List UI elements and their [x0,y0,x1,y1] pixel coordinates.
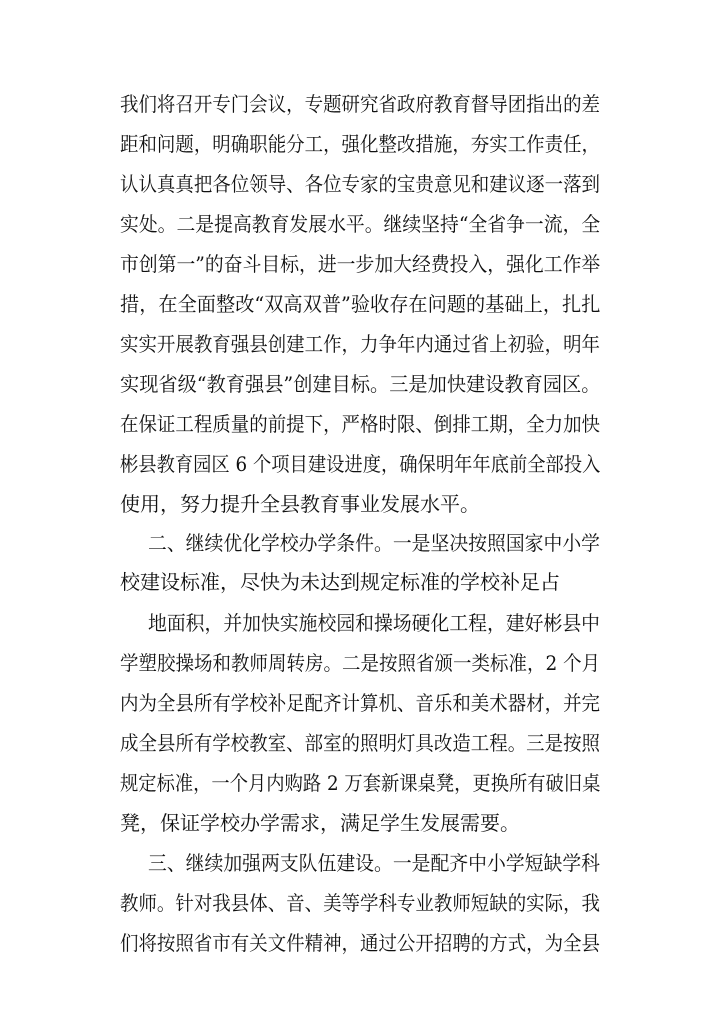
body-line-text: 成全县所有学校教室、部室的照明灯具改造工程。三是按照 [120,731,601,755]
body-line-text: 在保证工程质量的前提下，严格时限、倒排工期，全力加快 [120,412,601,436]
body-line-text: 距和问题，明确职能分工，强化整改措施，夯实工作责任， [120,132,601,156]
body-line [0,164,720,204]
body-line [0,843,720,883]
body-line [0,124,720,164]
body-line [0,883,720,923]
body-line-text: 们将按照省市有关文件精神，通过公开招聘的方式，为全县 [120,931,601,955]
body-line [0,244,720,284]
body-line-text: 地面积，并加快实施校园和操场硬化工程，建好彬县中 [148,611,601,635]
body-line [0,324,720,364]
body-line [0,284,720,324]
body-line [0,643,720,683]
body-line-text: 校建设标准，尽快为未达到规定标准的学校补足占 [120,570,560,594]
body-line [0,484,720,524]
body-line [0,444,720,484]
body-line [0,364,720,404]
body-line [0,523,720,563]
body-line [0,562,720,602]
body-line-text: 三、继续加强两支队伍建设。一是配齐中小学短缺学科 [148,851,601,875]
body-line-text: 实现省级“教育强县”创建目标。三是加快建设教育园区。 [120,372,601,396]
body-line-text: 使用，努力提升全县教育事业发展水平。 [120,492,480,516]
body-line [0,84,720,124]
body-line [0,404,720,444]
body-line [0,204,720,244]
body-line-text: 彬县教育园区 6 个项目建设进度，确保明年年底前全部投入 [120,452,601,476]
body-line [0,923,720,963]
body-line-text: 凳，保证学校办学需求，满足学生发展需要。 [120,811,520,835]
body-line-text: 我们将召开专门会议，专题研究省政府教育督导团指出的差 [120,92,601,116]
body-line [0,803,720,843]
body-line-text: 二、继续优化学校办学条件。一是坚决按照国家中小学 [148,531,601,555]
body-line-text: 学塑胶操场和教师周转房。二是按照省颁一类标准，2 个月 [120,651,601,675]
body-line [0,723,720,763]
body-line-text: 市创第一”的奋斗目标，进一步加大经费投入，强化工作举 [120,252,601,276]
body-line-text: 实实开展教育强县创建工作，力争年内通过省上初验，明年 [120,332,601,356]
body-line-text: 措，在全面整改“双高双普”验收存在问题的基础上，扎扎 [120,292,601,316]
body-line [0,603,720,643]
body-line [0,763,720,803]
body-line-text: 内为全县所有学校补足配齐计算机、音乐和美术器材，并完 [120,691,601,715]
body-line-text: 实处。二是提高教育发展水平。继续坚持“全省争一流，全 [120,212,601,236]
body-line-text: 认认真真把各位领导、各位专家的宝贵意见和建议逐一落到 [120,172,601,196]
body-line [0,683,720,723]
body-line-text: 教师。针对我县体、音、美等学科专业教师短缺的实际，我 [120,891,601,915]
body-line-text: 规定标准，一个月内购路 2 万套新课桌凳，更换所有破旧桌 [120,771,601,795]
